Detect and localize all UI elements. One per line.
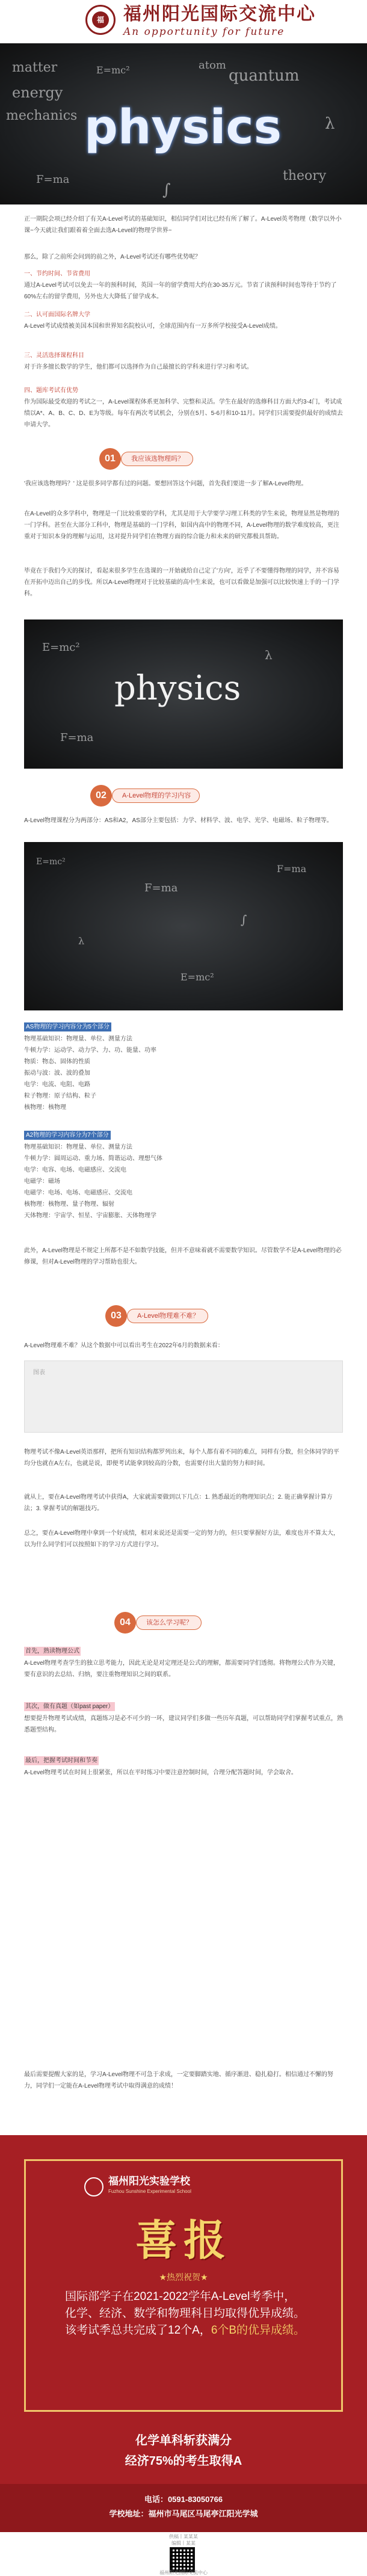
a2-line: 物理基础知识：物理量、单位、测量方法: [24, 1144, 132, 1151]
intro-paragraph: 正一期院会项已经介绍了有关A-Level考试的基础知识，相信同学们对比已经有所了解了。A-Level英考物理（数学以外小课~今天就让我们跟着着全面去选A-Level的物理学世界~: [24, 216, 342, 234]
section-label: A-Level物理难不难？: [127, 1309, 208, 1323]
tip2-title: 其次，做有真题（如past paper）: [25, 1703, 114, 1710]
advantage-title: 三、灵活选择课程科目: [24, 352, 84, 359]
exam-note-text: 作为国际最受欢迎的考试之一，A-Level课程体系更加科学、完整和灵活。学生在最好的选修科目方面大约3-4门，考试成绩以A*、A、B、C、D、E为等级。每年有两次考试机会，分别在5月、5-6月和10-11月。同学们只需要提供最好的成绩去申请大学。: [24, 399, 343, 428]
footer-credit: 供稿丨某某某: [169, 2534, 198, 2539]
doodle: E=mc²: [96, 64, 130, 76]
section-label: 我应该选物理吗？: [121, 452, 193, 466]
poster-frame: [24, 2159, 343, 2412]
as-line: 粒子物理：原子结构、粒子: [24, 1093, 96, 1099]
as-line: 核物理：核物理: [24, 1104, 66, 1111]
poster-result-2: 经济75%的考生取得A: [125, 2455, 242, 2468]
a2-line: 电学：电容、电场、电磁感应、交流电: [24, 1167, 126, 1173]
header-title: 福州阳光国际交流中心: [123, 4, 316, 25]
poster-phone: 电话：0591-83050766: [144, 2495, 223, 2504]
header-slogan: An opportunity for future: [123, 26, 285, 38]
section1-p2: 在A-Level的众多学科中，物理是一门比较重要的学科，尤其是用于大学要学习理工科类的学生来说，物理显然是物理的一门学科。甚至在大部分工科中，物理是基础的一门学科，如国内高中的物理不同，A-Level物理的数学难度较高，更注重对于知识本身的理解与运用，这对提升同学们在物理方面的综合能力和未来的研究都极具帮助。: [24, 511, 339, 540]
header: [0, 0, 367, 42]
doodle: F=ma: [36, 173, 70, 186]
hero-image: [0, 43, 367, 204]
closing-paragraph: 最后需要提醒大家的是，学习A-Level物理不可急于求成，一定要脚踏实地、循序渐进、稳扎稳打。相信通过不懈的努力，同学们一定能在A-Level物理考试中取得满意的成绩！: [24, 2071, 333, 2089]
poster-school-logo: [84, 2177, 103, 2196]
physics-chalkboard-image: [24, 619, 343, 769]
advantage-text: 对于许多擅长数学的学生，他们都可以选择作为自己最擅长的学科来进行学习和考试。: [24, 364, 253, 370]
tip3-title: 最后，把握考试时间和节奏: [25, 1757, 97, 1764]
statistics-image-caption: 图表: [33, 1369, 45, 1376]
section-label: A-Level物理的学习内容: [112, 788, 200, 803]
doodle: ∫: [162, 181, 171, 199]
a2-line: 电磁学：电场、电场、电磁感应、交流电: [24, 1190, 132, 1196]
as-content-title: AS物理的学习内容分为5个部分: [24, 1022, 111, 1031]
tip1-text: A-Level物理考查学生的独立思考能力，因此无论是对定理还是公式的理解，都需要同学们透彻。将物理公式作为关键，要有意识的去总结、归纳，要注重物理知识之间的联系。: [24, 1660, 339, 1678]
doodle: quantum: [229, 67, 300, 85]
achievement-poster: [0, 2135, 367, 2532]
poster-body-text: 国际部学子在2021-2022学年A-Level考季中，化学、经济、数学和物理科目均取得优异成绩。该考试季总共完成了12个A，: [65, 2290, 306, 2337]
poster-school-name: 福州阳光实验学校: [108, 2175, 190, 2187]
hero-word: physics: [84, 100, 282, 155]
a2-line: 核物理：核物理、量子物理、辐射: [24, 1201, 114, 1208]
doodle: F=ma: [60, 731, 94, 744]
poster-contact: [0, 2484, 367, 2532]
a2-line: 天体物理：宇宙学、恒星、宇宙膨胀、天体物理学: [24, 1213, 156, 1219]
section-label: 该怎么学习呢？: [136, 1615, 202, 1630]
doodle: E=mc²: [180, 971, 214, 983]
intro-question: 那么，除了之前所会问到的前之外，A-Level考试还有哪些优势呢？: [24, 254, 201, 260]
poster-body: [65, 2289, 306, 2339]
logo-glyph: 福: [92, 11, 109, 28]
section3-p2: 物理考试不像A-Level英语那样，把所有知识结构都罗列出来，每个人都有着不同的难点，同样有分数，但全体同学的平均分也就在A左右，也就是说，即便考试能拿到较高的分数，也需要付出大量的努力和时间。: [24, 1449, 339, 1467]
school-logo: [85, 5, 116, 35]
advantage-text: 通过A-Level考试可以免去一年的预科时间，英国一年的留学费用大约在30-35万元。节省了读预科时间也等待于节约了60%左右的留学费用，另外也大大降低了留学成本。: [24, 282, 337, 300]
exam-note-title: 四、题库考试有优势: [24, 387, 78, 394]
doodle: E=mc²: [36, 857, 66, 867]
tip2-text: 想要提升物理考试成绩，真题练习是必不可少的一环，建议同学们多做一些历年真题，可以帮助同学们掌握考试重点，熟悉题型结构。: [24, 1715, 343, 1733]
chalk-word: physics: [114, 669, 241, 708]
poster-body-highlight: 6个B的优异成绩。: [211, 2324, 306, 2337]
section-number: 01: [99, 448, 121, 470]
doodle: F=ma: [277, 863, 307, 875]
footer-editor: 编辑丨某某: [171, 2541, 196, 2546]
doodle: mechanics: [6, 108, 78, 123]
advantage-title: 二、认可面国际名牌大学: [24, 312, 90, 318]
as-line: 电学：电流、电阻、电路: [24, 1081, 90, 1088]
section-number: 02: [90, 785, 112, 807]
doodle: atom: [199, 59, 226, 72]
poster-result-1: 化学单科斩获满分: [135, 2434, 232, 2447]
a2-line: 牛顿力学：圆周运动、重力场、简谐运动、理想气体: [24, 1155, 162, 1162]
section3-p3: 就从上，要在A-Level物理考试中获得A，大家就需要做到以下几点：1. 熟悉最近的物理知识点；2. 能正确掌握计算方法；3. 掌握考试的解题技巧。: [24, 1494, 333, 1512]
doodle: theory: [283, 168, 327, 183]
poster-address: 学校地址：福州市马尾区马尾亭江阳光学城: [109, 2509, 258, 2518]
footer: [0, 2532, 367, 2575]
section1-p1: '我应该选物理吗？' 这是很多同学都有过的问题。要想回答这个问题，首先我们要进一步了解A-Level物理。: [24, 481, 307, 487]
section-number: 04: [114, 1612, 136, 1634]
as-line: 牛顿力学：运动学、动力学、力、功、能量、功率: [24, 1047, 156, 1054]
poster-school-name-en: Fuzhou Sunshine Experimental School: [108, 2189, 191, 2194]
doodle: λ: [325, 115, 335, 133]
advantage-title: 一、节约时间、节省费用: [24, 271, 90, 277]
doodle: E=mc²: [42, 641, 80, 654]
statistics-image: [24, 1360, 343, 1433]
section1-p3: 毕竟在于我们今天的探讨，看起来很多学生在选课的一开始就给自己定了'方向'，近乎了不要懂得物理的同学，并不容易在开拓中迈出自己的步伐。所以A-Level物理对于比较基础的高中生来说，也可以看做是加强可以比较快速上手的一门学科。: [24, 568, 339, 597]
as-line: 振动与波：波、波的叠加: [24, 1070, 90, 1077]
a2-content-title: A2物理的学习内容分为7个部分: [24, 1131, 111, 1140]
poster-subheadline: ★热烈祝贺★: [159, 2272, 208, 2282]
doodle: energy: [12, 84, 63, 101]
as-line: 物质：物态、固体的性质: [24, 1059, 90, 1065]
doodle: λ: [78, 935, 85, 947]
a2-line: 电磁学：磁场: [24, 1178, 60, 1185]
formula-chalkboard-image: [24, 842, 343, 1010]
doodle: matter: [12, 60, 58, 75]
poster-result-band: [36, 2427, 331, 2475]
section3-p4: 总之，要在A-Level物理中拿到一个好成绩，相对来说还是需要一定的努力的，但只要掌握好方法，难度也并不算太大，以为什么同学们可以按照如下的学习方式进行学习。: [24, 1530, 339, 1548]
summary-paragraph: 此外，A-Level物理是不规定上所都不是不如数学技能，但并不意味着就不需要数学知识。尽管数学不是A-Level物理的必修课，但对A-Level物理的学习帮助也很大。: [24, 1247, 342, 1265]
section-number: 03: [105, 1305, 127, 1327]
section3-p1: A-Level物理难不难？从这个数据中可以看出考生在2022年6月的数据来看：: [24, 1342, 224, 1349]
as-line: 物理基础知识：物理量、单位、测量方法: [24, 1036, 132, 1042]
doodle: λ: [265, 648, 273, 662]
footer-org: 福州阳光国际交流中心: [159, 2570, 208, 2575]
tip1-title: 首先，熟读物理公式: [25, 1648, 79, 1655]
doodle: F=ma: [144, 882, 178, 894]
qr-code[interactable]: [170, 2547, 195, 2572]
section2-p1: A-Level物理课程分为两部分：AS和A2，AS部分主要包括：力学、材料学、波、电学、光学、电磁场、粒子物理等。: [24, 817, 333, 824]
tip3-text: A-Level物理考试在时间上很紧张，所以在平时练习中要注意控制时间，合理分配答题时间，学会取舍。: [24, 1769, 297, 1776]
poster-headline: 喜报: [135, 2215, 232, 2265]
advantage-text: A-Level考试成绩被美国本国和世界知名院校认可，全球范围内有一万多所学校接受A-Level成绩。: [24, 323, 282, 330]
doodle: ∫: [241, 912, 247, 927]
